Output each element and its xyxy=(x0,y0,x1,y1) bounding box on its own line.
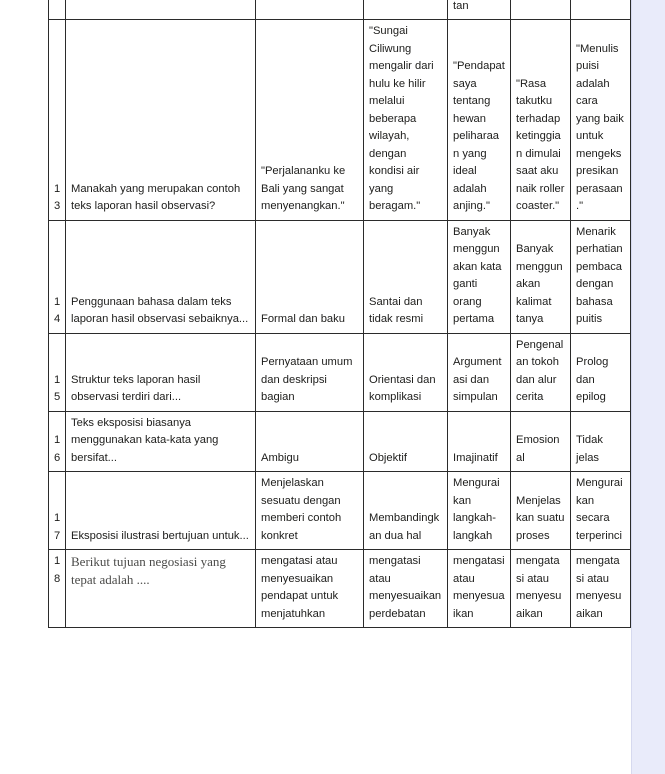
row-number-cell xyxy=(49,333,66,411)
option-d-cell: Pengenalan tokoh dan alur cerita xyxy=(511,333,571,411)
option-b-cell: Objektif xyxy=(364,411,448,472)
row-number-digit-bottom: 8 xyxy=(54,572,61,585)
row-number-cell xyxy=(49,220,66,333)
option-d-cell xyxy=(511,0,571,20)
option-c-cell: Imajinatif xyxy=(448,411,511,472)
table-row xyxy=(49,333,631,411)
option-a-cell: mengatasi atau menyesuaikan pendapat untuk menjatuhkan xyxy=(256,550,364,628)
table-row-partial xyxy=(49,0,631,20)
option-c-cell: mengatasi atau menyesuaikan xyxy=(448,550,511,628)
question-cell: Penggunaan bahasa dalam teks laporan hasil observasi sebaiknya... xyxy=(66,220,256,333)
option-a-cell xyxy=(256,0,364,20)
row-number-digit-top: 1 xyxy=(54,295,61,308)
row-number-digit-top: 1 xyxy=(54,512,61,524)
option-e-cell: "Menulis puisi adalah cara yang baik untuk mengekspresikan perasaan." xyxy=(571,20,631,221)
row-number-cell xyxy=(49,411,66,472)
option-a-cell: Pernyataan umum dan deskripsi bagian xyxy=(256,333,364,411)
question-cell: Manakah yang merupakan contoh teks laporan hasil observasi? xyxy=(66,20,256,221)
quiz-question-table xyxy=(48,0,631,628)
question-cell: Eksposisi ilustrasi bertujuan untuk... xyxy=(66,472,256,550)
option-c-cell: tan xyxy=(448,0,511,20)
row-number-cell xyxy=(49,20,66,221)
row-number-digit-top: 1 xyxy=(54,434,61,446)
row-number-digit-bottom: 6 xyxy=(54,451,61,464)
row-number-digit-bottom: 3 xyxy=(54,200,61,212)
option-a-cell: Ambigu xyxy=(256,411,364,472)
option-e-cell xyxy=(571,0,631,20)
option-a-cell: "Perjalananku ke Bali yang sangat menyenangkan." xyxy=(256,20,364,221)
row-number-cell xyxy=(49,472,66,550)
option-b-cell xyxy=(364,0,448,20)
row-number-digit-bottom: 7 xyxy=(54,529,61,542)
option-b-cell: Santai dan tidak resmi xyxy=(364,220,448,333)
option-c-cell: Banyak menggunakan kata ganti orang pertama xyxy=(448,220,511,333)
row-number-digit-top: 1 xyxy=(54,182,61,195)
row-number-digit-bottom: 5 xyxy=(54,391,61,403)
option-e-cell: Tidak jelas xyxy=(571,411,631,472)
table-row xyxy=(49,472,631,550)
option-c-cell: "Pendapat saya tentang hewan peliharaan yang ideal adalah anjing." xyxy=(448,20,511,221)
option-c-cell: Argumentasi dan simpulan xyxy=(448,333,511,411)
question-cell: Berikut tujuan negosiasi yang tepat adalah .... xyxy=(66,550,256,628)
option-e-cell: mengatasi atau menyesuaikan xyxy=(571,550,631,628)
row-number-digit-bottom: 4 xyxy=(54,313,61,325)
option-a-cell: Formal dan baku xyxy=(256,220,364,333)
option-d-cell: Menjelaskan suatu proses xyxy=(511,472,571,550)
option-b-cell: Orientasi dan komplikasi xyxy=(364,333,448,411)
question-cell xyxy=(66,0,256,20)
option-c-cell: Menguraikan langkah-langkah xyxy=(448,472,511,550)
option-d-cell: Banyak menggunakan kalimat tanya xyxy=(511,220,571,333)
table-row xyxy=(49,20,631,221)
table-row xyxy=(49,550,631,628)
option-d-cell: "Rasa takutku terhadap ketinggian dimulai saat aku naik roller coaster." xyxy=(511,20,571,221)
page-gutter xyxy=(631,0,665,774)
option-e-cell: Menguraikan secara terperinci xyxy=(571,472,631,550)
row-number-digit-top: 1 xyxy=(54,555,61,567)
option-d-cell: Emosional xyxy=(511,411,571,472)
row-number-digit-top: 1 xyxy=(54,373,61,386)
option-e-cell: Prolog dan epilog xyxy=(571,333,631,411)
option-a-cell: Menjelaskan sesuatu dengan memberi contoh konkret xyxy=(256,472,364,550)
option-d-cell: mengatasi atau menyesuaikan xyxy=(511,550,571,628)
question-cell: Teks eksposisi biasanya menggunakan kata-kata yang bersifat... xyxy=(66,411,256,472)
row-number-cell xyxy=(49,0,66,20)
option-b-cell: Membandingkan dua hal xyxy=(364,472,448,550)
option-b-cell: "Sungai Ciliwung mengalir dari hulu ke hilir melalui beberapa wilayah, dengan kondisi air yang beragam." xyxy=(364,20,448,221)
question-cell: Struktur teks laporan hasil observasi terdiri dari... xyxy=(66,333,256,411)
table-row xyxy=(49,220,631,333)
row-number-cell xyxy=(49,550,66,628)
table-row xyxy=(49,411,631,472)
option-e-cell: Menarik perhatian pembaca dengan bahasa puitis xyxy=(571,220,631,333)
option-b-cell: mengatasi atau menyesuaikan perdebatan xyxy=(364,550,448,628)
